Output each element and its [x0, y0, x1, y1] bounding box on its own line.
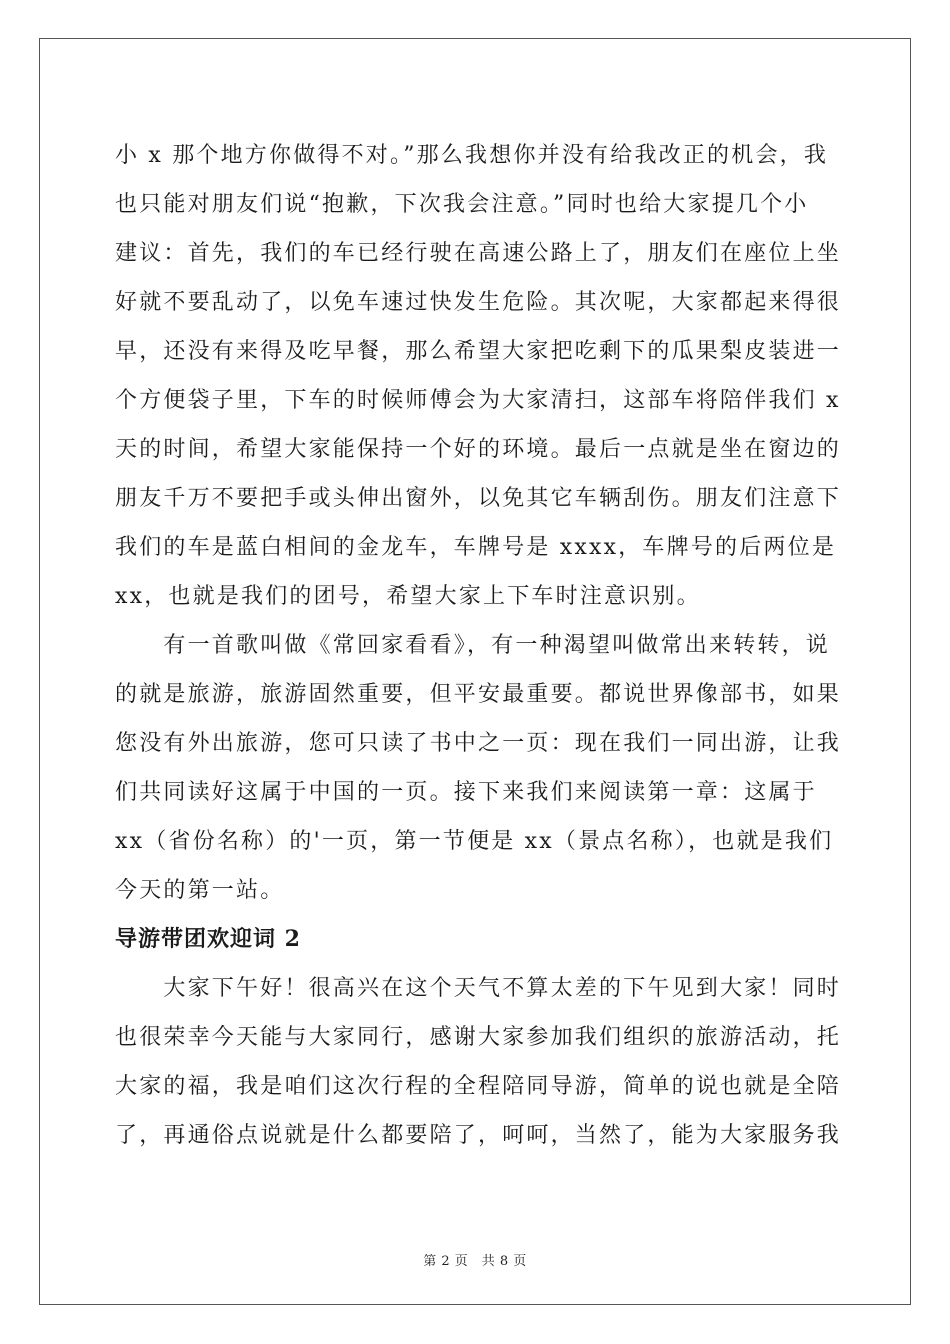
text-line: 也很荣幸今天能与大家同行，感谢大家参加我们组织的旅游活动，托	[115, 1025, 842, 1050]
text-line: 大家下午好！很高兴在这个天气不算太差的下午见到大家！同时	[115, 976, 842, 1001]
section-heading: 导游带团欢迎词 2	[115, 926, 301, 952]
text-line: 朋友千万不要把手或头伸出窗外，以免其它车辆刮伤。朋友们注意下	[115, 486, 842, 511]
text-line: 了，再通俗点说就是什么都要陪了，呵呵，当然了，能为大家服务我	[115, 1123, 842, 1148]
text-line: 您没有外出旅游，您可只读了书中之一页：现在我们一同出游，让我	[115, 731, 842, 756]
text-line: 们共同读好这属于中国的一页。接下来我们来阅读第一章：这属于	[115, 780, 817, 805]
text-line: 好就不要乱动了，以免车速过快发生危险。其次呢，大家都起来得很	[115, 290, 842, 315]
text-line: xx（省份名称）的'一页，第一节便是 xx（景点名称），也就是我们	[115, 829, 834, 854]
text-line: 也只能对朋友们说“抱歉，下次我会注意。”同时也给大家提几个小	[115, 192, 809, 217]
text-line: 个方便袋子里，下车的时候师傅会为大家清扫，这部车将陪伴我们 x	[115, 388, 841, 413]
text-line: xx，也就是我们的团号，希望大家上下车时注意识别。	[115, 584, 701, 609]
text-line: 今天的第一站。	[115, 878, 285, 903]
page-number-footer: 第 2 页 共 8 页	[423, 1254, 527, 1269]
text-line: 的就是旅游，旅游固然重要，但平安最重要。都说世界像部书，如果	[115, 682, 842, 707]
text-line: 天的时间，希望大家能保持一个好的环境。最后一点就是坐在窗边的	[115, 437, 842, 462]
paragraph-1	[115, 131, 842, 621]
text-line: 小 x 那个地方你做得不对。”那么我想你并没有给我改正的机会，我	[115, 143, 829, 168]
document-body	[115, 131, 842, 1160]
paragraph-3	[115, 964, 842, 1160]
text-line: 我们的车是蓝白相间的金龙车，车牌号是 xxxx，车牌号的后两位是	[115, 535, 837, 560]
text-line: 建议：首先，我们的车已经行驶在高速公路上了，朋友们在座位上坐	[115, 241, 842, 266]
text-line: 有一首歌叫做《常回家看看》，有一种渴望叫做常出来转转，说	[115, 633, 831, 658]
text-line: 大家的福，我是咱们这次行程的全程陪同导游，简单的说也就是全陪	[115, 1074, 842, 1099]
text-line: 早，还没有来得及吃早餐，那么希望大家把吃剩下的瓜果梨皮装进一	[115, 339, 842, 364]
paragraph-2	[115, 621, 842, 915]
